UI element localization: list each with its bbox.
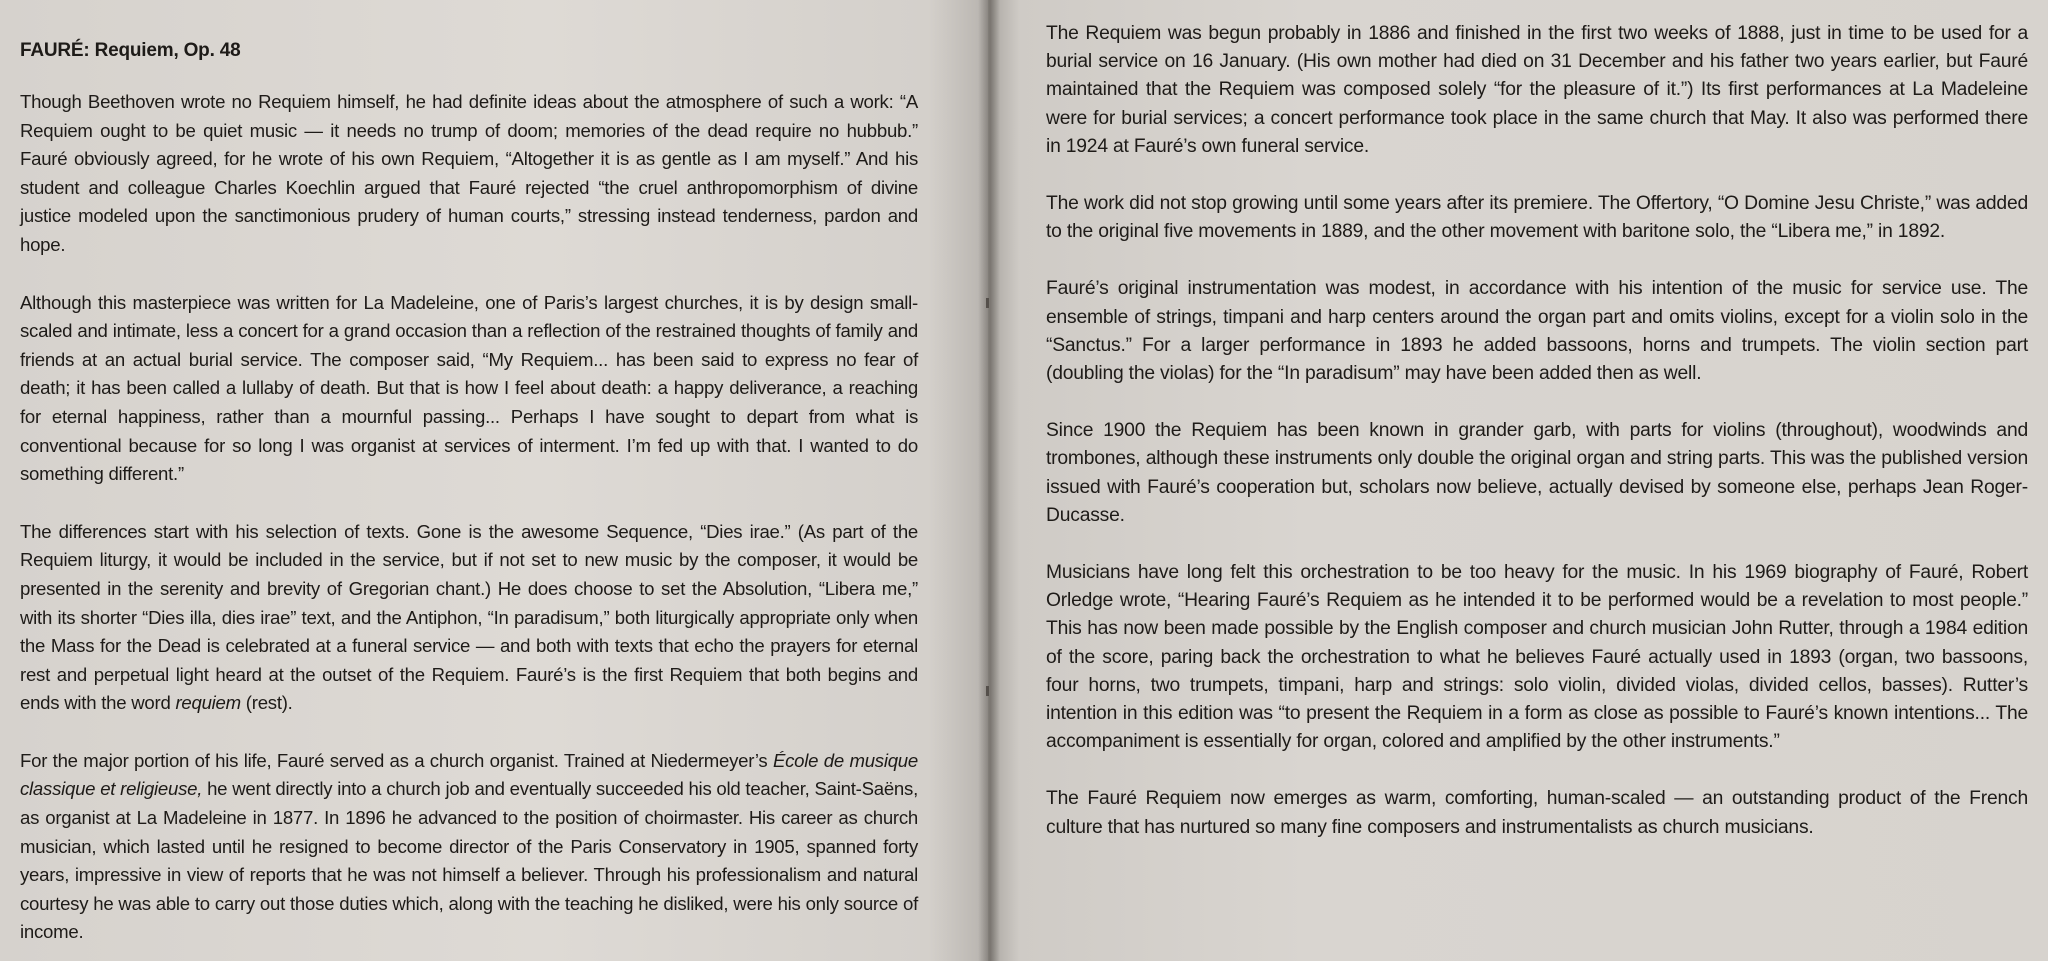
left-paragraph-4-italic: École de musique classique et religieuse, [20,749,918,800]
gutter-staple-mark [986,686,989,696]
left-paragraph-3-italic: requiem [175,692,241,714]
left-paragraph-4 [20,747,918,947]
right-paragraph-2: The work did not stop growing until some years after its premiere. The Offertory, “O Domine Jesu Christe,” was added to the original five movements in 1889, and the other movement with baritone solo, the “Libera me,” in 1892. [1046,193,2028,243]
right-paragraph-1: The Requiem was begun probably in 1886 and finished in the first two weeks of 1888, just in time to be used for a burial service on 16 January. (His own mother had died on 31 December and his father two years earlier, but Fauré maintained that the Requiem was composed solely “for the pleasure of it.”) Its first performances at La Madeleine were for burial services; a concert performance took place in the same church that May. It also was performed there in 1924 at Fauré’s own funeral service. [1046,23,2028,157]
left-paragraph-3-text-a: The differences start with his selection of texts. Gone is the awesome Sequence, “Dies irae.” (As part of the Requiem liturgy, it would be included in the service, but if not set to new music by the composer, it would be presented in the serenity and brevity of Gregorian chant.) He does choose to set the Absolution, “Libera me,” with its shorter “Dies illa, dies irae” text, and the Antiphon, “In paradisum,” both liturgically appropriate only when the Mass for the Dead is celebrated at a funeral service — and both with texts that echo the prayers for eternal rest and perpetual light heard at the outset of the Requiem. Fauré’s is the first Requiem that both begins and ends with the word [20,520,918,714]
right-page [988,0,2048,961]
left-paragraph-4-text-a: For the major portion of his life, Fauré served as a church organist. Trained at Niedermeyer’s [20,749,773,771]
left-paragraph-1: Though Beethoven wrote no Requiem himself, he had definite ideas about the atmosphere of such a work: “A Requiem ought to be quiet music — it needs no trump of doom; memories of the dead require no hubbub.” Fauré obviously agreed, for he wrote of his own Requiem, “Altogether it is as gentle as I am myself.” And his student and colleague Charles Koechlin argued that Fauré rejected “the cruel anthropomorphism of divine justice modeled upon the sanctimonious prudery of human courts,” stressing instead tenderness, pardon and hope. [20,91,918,255]
left-paragraph-2: Although this masterpiece was written for La Madeleine, one of Paris’s largest churches, it is by design small-scaled and intimate, less a concert for a grand occasion than a reflection of the restrained thoughts of family and friends at an actual burial service. The composer said, “My Requiem... has been said to express no fear of death; it has been called a lullaby of death. But that is how I feel about death: a happy deliverance, a reaching for eternal happiness, rather than a mournful passing... Perhaps I have sought to depart from what is conventional because for so long I was organist at services of interment. I’m fed up with that. I wanted to do something different.” [20,291,918,485]
left-paragraph-4-text-b: he went directly into a church job and eventually succeeded his old teacher, Saint-Saëns, as organist at La Madeleine in 1877. In 1896 he advanced to the position of choirmaster. His career as church musician, which lasted until he resigned to become director of the Paris Conservatory in 1905, spanned forty years, impressive in view of reports that he was not himself a believer. Through his professionalism and natural courtesy he was able to carry out those duties which, along with the teaching he disliked, were his only source of income. [20,778,918,943]
left-paragraph-3-text-b: (rest). [240,692,293,714]
right-paragraph-5: Musicians have long felt this orchestration to be too heavy for the music. In his 1969 biography of Fauré, Robert Orledge wrote, “Hearing Fauré’s Requiem as he intended it to be performed would be a revelation to most people.” This has now been made possible by the English composer and church musician John Rutter, through a 1984 edition of the score, paring back the orchestration to what he believes Fauré actually used in 1893 (organ, two bassoons, four horns, two trumpets, timpani, harp and strings: solo violin, divided violas, divided cellos, basses). Rutter’s intention in this edition was “to present the Requiem in a form as close as possible to Fauré’s known intentions... The accompaniment is essentially for organ, colored and amplified by the other instruments.” [1046,562,2028,753]
left-paragraph-3 [20,518,918,718]
book-gutter [978,0,1000,961]
right-paragraph-6: The Fauré Requiem now emerges as warm, comforting, human-scaled — an outstanding product of the French culture that has nurtured so many fine composers and instrumentalists as church musicians. [1046,788,2028,838]
right-paragraph-3: Fauré’s original instrumentation was modest, in accordance with his intention of the music for service use. The ensemble of strings, timpani and harp centers around the organ part and omits violins, except for a violin solo in the “Sanctus.” For a larger performance in 1893 he added bassoons, horns and trumpets. The violin section part (doubling the violas) for the “In paradisum” may have been added then as well. [1046,278,2028,385]
page-heading: FAURÉ: Requiem, Op. 48 [20,40,241,61]
gutter-staple-mark [986,298,989,308]
left-page [0,0,988,961]
right-paragraph-4: Since 1900 the Requiem has been known in grander garb, with parts for violins (throughout), woodwinds and trombones, although these instruments only double the original organ and string parts. This was the published version issued with Fauré’s cooperation but, scholars now believe, actually devised by someone else, perhaps Jean Roger-Ducasse. [1046,420,2028,526]
